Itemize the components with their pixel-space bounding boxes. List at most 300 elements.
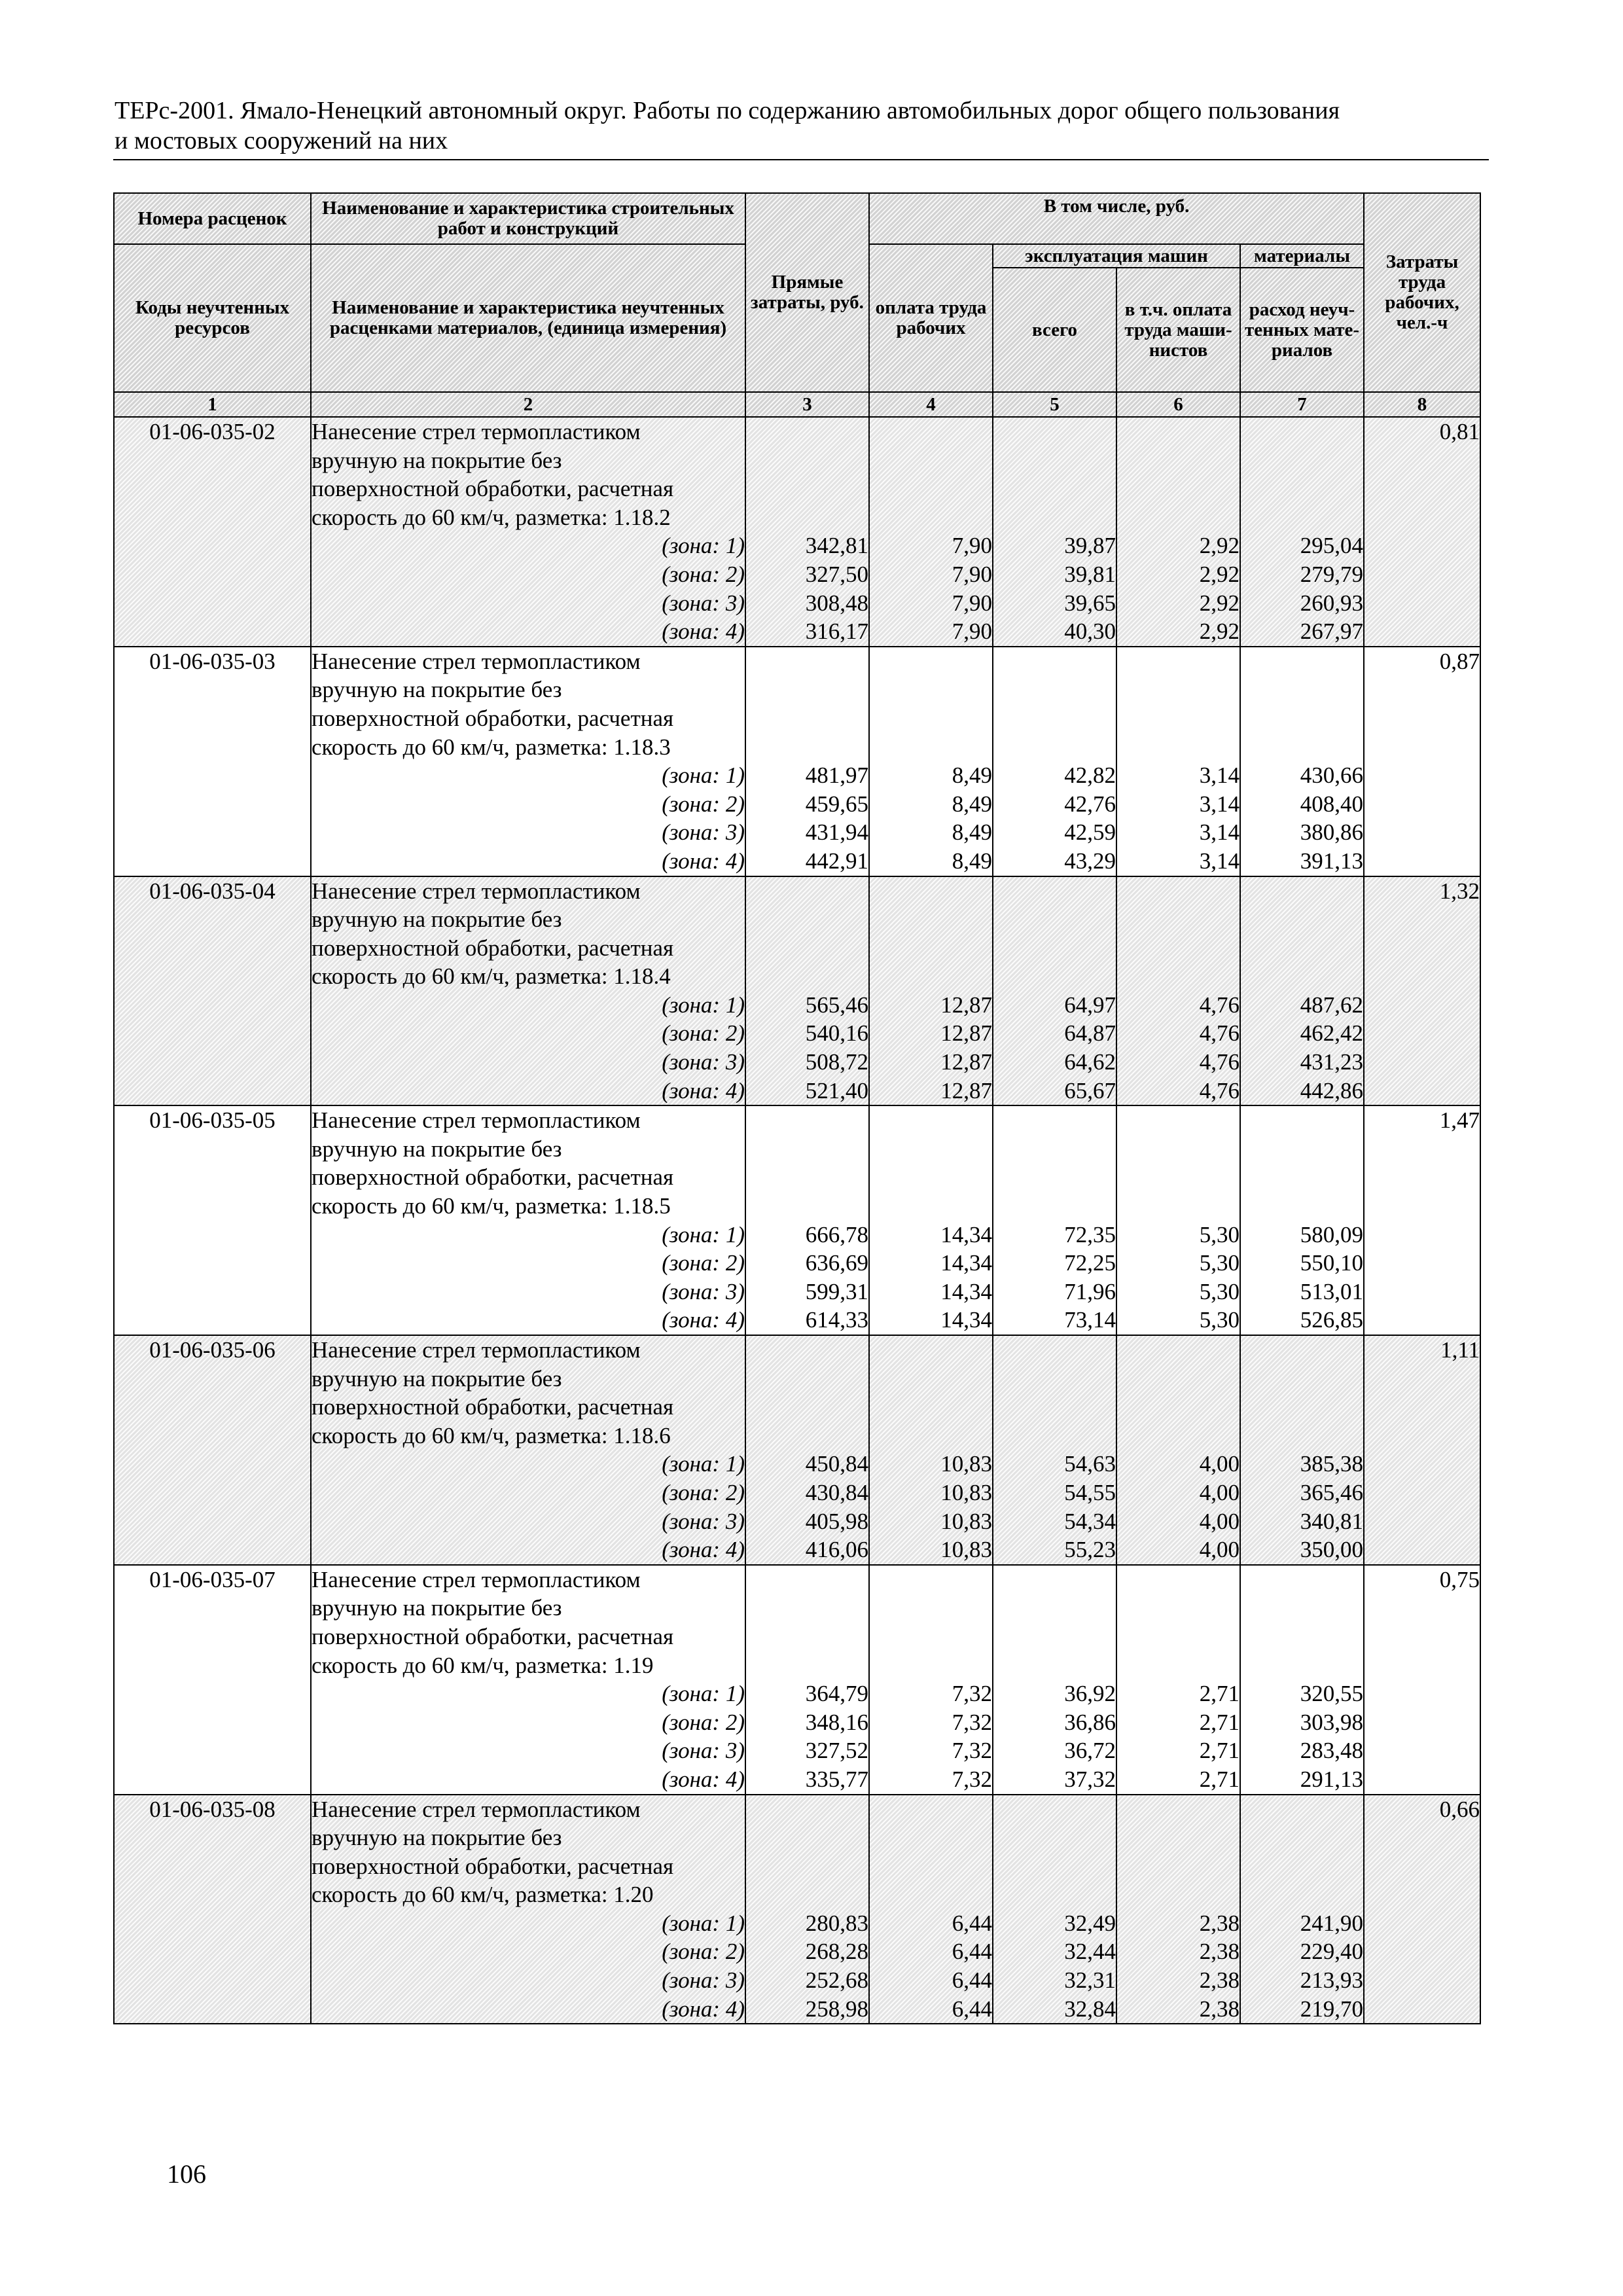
description-line: поверхностной обработки, расчетная [312, 935, 674, 961]
description-line: Нанесение стрел термопластиком [312, 1566, 641, 1592]
labor-pay-value-cell [869, 1565, 993, 1795]
work-description-cell [311, 417, 745, 647]
spacer-line [1241, 1135, 1363, 1164]
spacer-line [1241, 1795, 1363, 1824]
labor-pay-value-cell [869, 1105, 993, 1335]
header-direct-costs: Прямые затраты, руб. [745, 193, 869, 392]
spacer-line [1241, 1336, 1363, 1365]
labor-pay-value: 12,87 [940, 1077, 992, 1103]
spacer-line [870, 1880, 992, 1909]
labor-hours-cell [1364, 417, 1480, 647]
spacer-line [1117, 1365, 1240, 1393]
spacer-line [1241, 934, 1363, 963]
spacer-line [993, 1566, 1116, 1594]
material-cost-value: 550,10 [1300, 1250, 1364, 1276]
spacer-line [870, 905, 992, 934]
machine-cost-value: 32,49 [1064, 1910, 1116, 1936]
zone-label: (зона: 1) [662, 533, 745, 559]
zone-label: (зона: 4) [662, 1307, 745, 1333]
spacer-line [1117, 1393, 1240, 1422]
spacer-line [993, 1795, 1116, 1824]
spacer-line [993, 1823, 1116, 1852]
spacer-line [746, 1135, 868, 1164]
description-line: вручную на покрытие без [312, 677, 562, 703]
machinist-pay-value: 2,38 [1199, 1967, 1240, 1994]
direct-cost-value: 258,98 [805, 1996, 868, 2022]
spacer-line [870, 733, 992, 762]
machinist-pay-value: 2,92 [1199, 590, 1240, 616]
material-cost-value: 213,93 [1300, 1967, 1364, 1994]
table-body [114, 417, 1480, 2024]
spacer-line [746, 647, 868, 676]
spacer-line [870, 446, 992, 475]
spacer-line [870, 1365, 992, 1393]
machinist-pay-value: 4,00 [1199, 1451, 1240, 1477]
zone-label: (зона: 2) [662, 561, 745, 587]
zone-label: (зона: 3) [662, 819, 745, 846]
description-line: поверхностной обработки, расчетная [312, 1394, 674, 1420]
machine-cost-value: 73,14 [1064, 1307, 1116, 1333]
spacer-line [746, 1106, 868, 1135]
table-row [114, 1335, 1480, 1565]
spacer-line [746, 877, 868, 906]
machinist-pay-value-cell [1116, 647, 1240, 876]
header-material-name: Наименование и характеристика неучтенных расценками материалов, (единица измерения) [311, 244, 745, 392]
labor-pay-value-cell [869, 1335, 993, 1565]
spacer-line [870, 1594, 992, 1623]
machine-cost-value-cell [993, 1795, 1116, 2024]
spacer-line [1241, 1623, 1363, 1651]
direct-cost-value: 450,84 [805, 1451, 868, 1477]
spacer-line [1241, 962, 1363, 991]
material-cost-value: 385,38 [1300, 1451, 1364, 1477]
spacer-line [870, 704, 992, 733]
material-cost-value-cell [1240, 417, 1364, 647]
spacer-line [1117, 934, 1240, 963]
labor-hours-value: 0,66 [1439, 1796, 1480, 1822]
spacer-line [1117, 1135, 1240, 1164]
spacer-line [746, 1393, 868, 1422]
spacer-line [746, 1795, 868, 1824]
direct-cost-value: 268,28 [805, 1939, 868, 1965]
spacer-line [1117, 1795, 1240, 1824]
labor-hours-value: 1,47 [1439, 1107, 1480, 1134]
labor-pay-value: 7,90 [952, 561, 992, 587]
machinist-pay-value: 4,00 [1199, 1537, 1240, 1563]
machine-cost-value: 71,96 [1064, 1278, 1116, 1304]
spacer-line [1241, 475, 1363, 503]
description-line: скорость до 60 км/ч, разметка: 1.18.4 [312, 963, 671, 990]
spacer-line [746, 934, 868, 963]
rate-code-cell [114, 1565, 311, 1795]
zone-label: (зона: 3) [662, 1738, 745, 1764]
spacer-line [746, 1823, 868, 1852]
column-number: 7 [1240, 392, 1364, 417]
material-cost-value: 219,70 [1300, 1996, 1364, 2022]
direct-cost-value: 342,81 [805, 533, 868, 559]
direct-cost-value: 348,16 [805, 1709, 868, 1735]
spacer-line [870, 675, 992, 704]
column-number: 1 [114, 392, 311, 417]
direct-cost-value: 540,16 [805, 1020, 868, 1047]
rate-code-cell [114, 417, 311, 647]
material-cost-value: 260,93 [1300, 590, 1364, 616]
spacer-line [1241, 1422, 1363, 1450]
zone-label: (зона: 3) [662, 1049, 745, 1075]
labor-pay-value: 8,49 [952, 819, 992, 846]
spacer-line [1117, 1852, 1240, 1881]
machinist-pay-value: 3,14 [1199, 848, 1240, 874]
spacer-line [1241, 1365, 1363, 1393]
labor-pay-value: 12,87 [940, 992, 992, 1018]
spacer-line [746, 1566, 868, 1594]
description-line: поверхностной обработки, расчетная [312, 1164, 674, 1191]
zone-label: (зона: 3) [662, 590, 745, 616]
zone-label: (зона: 1) [662, 992, 745, 1018]
material-cost-value-cell [1240, 647, 1364, 876]
material-cost-value-cell [1240, 1335, 1364, 1565]
spacer-line [870, 1106, 992, 1135]
spacer-line [870, 1393, 992, 1422]
machinist-pay-value-cell [1116, 417, 1240, 647]
machine-cost-value: 39,65 [1064, 590, 1116, 616]
description-line: вручную на покрытие без [312, 1595, 562, 1621]
material-cost-value: 303,98 [1300, 1709, 1364, 1735]
machine-cost-value: 54,34 [1064, 1508, 1116, 1534]
zone-label: (зона: 2) [662, 1479, 745, 1505]
spacer-line [993, 503, 1116, 532]
spacer-line [993, 1852, 1116, 1881]
zone-label: (зона: 1) [662, 1910, 745, 1936]
machinist-pay-value: 4,76 [1199, 1077, 1240, 1103]
labor-hours-value: 0,75 [1439, 1566, 1480, 1592]
header-divider [113, 159, 1489, 160]
machinist-pay-value-cell [1116, 1795, 1240, 2024]
column-number: 3 [745, 392, 869, 417]
material-cost-value: 430,66 [1300, 762, 1364, 789]
labor-pay-value: 14,34 [940, 1221, 992, 1247]
labor-hours-value: 0,81 [1439, 419, 1480, 444]
header-machines-total: всего [993, 268, 1116, 392]
spacer-line [1117, 905, 1240, 934]
material-cost-value: 580,09 [1300, 1221, 1364, 1247]
spacer-line [746, 1852, 868, 1881]
description-line: поверхностной обработки, расчетная [312, 705, 674, 731]
page-number: 106 [167, 2159, 206, 2189]
spacer-line [993, 1163, 1116, 1192]
rate-code-cell [114, 1105, 311, 1335]
header-materials: материалы [1240, 244, 1364, 268]
spacer-line [870, 503, 992, 532]
zone-label: (зона: 4) [662, 1077, 745, 1103]
labor-pay-value: 6,44 [952, 1910, 992, 1936]
spacer-line [993, 905, 1116, 934]
spacer-line [1241, 446, 1363, 475]
description-line: скорость до 60 км/ч, разметка: 1.20 [312, 1882, 654, 1908]
labor-hours-cell [1364, 1565, 1480, 1795]
rate-code: 01-06-035-08 [149, 1796, 276, 1822]
machinist-pay-value: 2,71 [1199, 1766, 1240, 1792]
material-cost-value-cell [1240, 1105, 1364, 1335]
spacer-line [746, 1365, 868, 1393]
table-row [114, 1105, 1480, 1335]
spacer-line [1117, 1422, 1240, 1450]
rate-code: 01-06-035-04 [149, 878, 276, 904]
header-including: В том числе, руб. [869, 193, 1364, 244]
machine-cost-value: 43,29 [1064, 848, 1116, 874]
spacer-line [1117, 647, 1240, 676]
rate-code: 01-06-035-05 [149, 1107, 276, 1134]
description-line: Нанесение стрел термопластиком [312, 1107, 641, 1134]
material-cost-value-cell [1240, 876, 1364, 1106]
description-line: вручную на покрытие без [312, 1136, 562, 1162]
spacer-line [870, 1422, 992, 1450]
labor-hours-value: 1,32 [1439, 878, 1480, 904]
material-cost-value: 408,40 [1300, 791, 1364, 817]
direct-cost-value: 508,72 [805, 1049, 868, 1075]
direct-cost-value: 614,33 [805, 1307, 868, 1333]
machine-cost-value-cell [993, 1105, 1116, 1335]
work-description-cell [311, 876, 745, 1106]
zone-label: (зона: 4) [662, 1766, 745, 1792]
header-labor-costs: Затраты труда рабочих, чел.-ч [1364, 193, 1480, 392]
direct-cost-value-cell [745, 417, 869, 647]
material-cost-value: 513,01 [1300, 1278, 1364, 1304]
spacer-line [1117, 877, 1240, 906]
spacer-line [746, 675, 868, 704]
rate-code-cell [114, 876, 311, 1106]
machine-cost-value-cell [993, 876, 1116, 1106]
spacer-line [1117, 1106, 1240, 1135]
machinist-pay-value: 2,92 [1199, 533, 1240, 559]
labor-pay-value: 8,49 [952, 762, 992, 789]
description-line: Нанесение стрел термопластиком [312, 1337, 641, 1363]
spacer-line [1241, 1163, 1363, 1192]
spacer-line [1241, 1106, 1363, 1135]
work-description-cell [311, 1565, 745, 1795]
spacer-line [746, 1651, 868, 1680]
spacer-line [1117, 1594, 1240, 1623]
spacer-line [746, 446, 868, 475]
header-rate-numbers: Номера расценок [114, 193, 311, 244]
zone-label: (зона: 1) [662, 762, 745, 789]
spacer-line [993, 475, 1116, 503]
direct-cost-value: 416,06 [805, 1537, 868, 1563]
spacer-line [1117, 1192, 1240, 1221]
labor-pay-value: 8,49 [952, 791, 992, 817]
header-materials-sub: расход неуч-тенных мате-риалов [1240, 268, 1364, 392]
zone-label: (зона: 3) [662, 1508, 745, 1534]
description-line: Нанесение стрел термопластиком [312, 648, 641, 674]
spacer-line [1117, 733, 1240, 762]
machine-cost-value: 36,92 [1064, 1681, 1116, 1707]
table-row [114, 647, 1480, 876]
spacer-line [993, 1135, 1116, 1164]
labor-hours-cell [1364, 1335, 1480, 1565]
spacer-line [1241, 1594, 1363, 1623]
spacer-line [870, 1852, 992, 1881]
spacer-line [746, 1623, 868, 1651]
header-resource-codes: Коды неучтенных ресурсов [114, 244, 311, 392]
direct-cost-value-cell [745, 1565, 869, 1795]
table-row [114, 1565, 1480, 1795]
spacer-line [1241, 1823, 1363, 1852]
labor-pay-value: 7,32 [952, 1681, 992, 1707]
labor-pay-value: 7,90 [952, 590, 992, 616]
spacer-line [993, 1192, 1116, 1221]
spacer-line [1241, 733, 1363, 762]
machine-cost-value: 54,63 [1064, 1451, 1116, 1477]
zone-label: (зона: 4) [662, 619, 745, 645]
machine-cost-value: 39,81 [1064, 561, 1116, 587]
spacer-line [1117, 1566, 1240, 1594]
machinist-pay-value: 2,38 [1199, 1939, 1240, 1965]
labor-pay-value: 14,34 [940, 1307, 992, 1333]
spacer-line [1117, 1651, 1240, 1680]
spacer-line [993, 1594, 1116, 1623]
zone-label: (зона: 1) [662, 1451, 745, 1477]
spacer-line [870, 1336, 992, 1365]
labor-pay-value: 6,44 [952, 1996, 992, 2022]
spacer-line [1241, 704, 1363, 733]
direct-cost-value: 316,17 [805, 619, 868, 645]
spacer-line [993, 418, 1116, 446]
spacer-line [1241, 1880, 1363, 1909]
material-cost-value: 283,48 [1300, 1738, 1364, 1764]
spacer-line [1117, 1623, 1240, 1651]
labor-pay-value: 7,32 [952, 1709, 992, 1735]
spacer-line [746, 418, 868, 446]
machinist-pay-value: 3,14 [1199, 762, 1240, 789]
rate-code-cell [114, 1795, 311, 2024]
rate-code-cell [114, 1335, 311, 1565]
spacer-line [746, 704, 868, 733]
machine-cost-value: 42,76 [1064, 791, 1116, 817]
labor-hours-cell [1364, 1795, 1480, 2024]
rate-code: 01-06-035-03 [149, 648, 276, 674]
machine-cost-value: 72,25 [1064, 1250, 1116, 1276]
labor-hours-value: 1,11 [1440, 1337, 1480, 1363]
machine-cost-value: 32,44 [1064, 1939, 1116, 1965]
description-line: вручную на покрытие без [312, 906, 562, 933]
labor-pay-value: 7,32 [952, 1766, 992, 1792]
direct-cost-value: 599,31 [805, 1278, 868, 1304]
direct-cost-value: 364,79 [805, 1681, 868, 1707]
direct-cost-value: 431,94 [805, 819, 868, 846]
material-cost-value: 380,86 [1300, 819, 1364, 846]
spacer-line [1241, 675, 1363, 704]
machine-cost-value: 32,31 [1064, 1967, 1116, 1994]
machinist-pay-value: 2,38 [1199, 1910, 1240, 1936]
description-line: вручную на покрытие без [312, 1825, 562, 1851]
material-cost-value: 340,81 [1300, 1508, 1364, 1534]
spacer-line [993, 1106, 1116, 1135]
description-line: скорость до 60 км/ч, разметка: 1.18.2 [312, 504, 671, 530]
labor-pay-value-cell [869, 1795, 993, 2024]
spacer-line [993, 704, 1116, 733]
description-line: вручную на покрытие без [312, 1365, 562, 1391]
spacer-line [746, 503, 868, 532]
spacer-line [746, 733, 868, 762]
spacer-line [1241, 1192, 1363, 1221]
spacer-line [993, 675, 1116, 704]
labor-pay-value-cell [869, 417, 993, 647]
spacer-line [746, 1192, 868, 1221]
labor-hours-value: 0,87 [1439, 648, 1480, 674]
spacer-line [993, 1393, 1116, 1422]
spacer-line [870, 1823, 992, 1852]
machinist-pay-value: 2,71 [1199, 1738, 1240, 1764]
zone-label: (зона: 4) [662, 1537, 745, 1563]
spacer-line [746, 1594, 868, 1623]
labor-pay-value: 14,34 [940, 1278, 992, 1304]
machinist-pay-value: 5,30 [1199, 1221, 1240, 1247]
direct-cost-value-cell [745, 1335, 869, 1565]
labor-pay-value: 7,90 [952, 533, 992, 559]
work-description-cell [311, 1105, 745, 1335]
spacer-line [870, 1192, 992, 1221]
direct-cost-value: 459,65 [805, 791, 868, 817]
spacer-line [1117, 418, 1240, 446]
spacer-line [870, 647, 992, 676]
labor-pay-value-cell [869, 647, 993, 876]
header-work-name: Наименование и характеристика строительных работ и конструкций [311, 193, 745, 244]
labor-pay-value: 7,90 [952, 619, 992, 645]
rate-code: 01-06-035-07 [149, 1566, 276, 1592]
machine-cost-value: 64,87 [1064, 1020, 1116, 1047]
material-cost-value: 442,86 [1300, 1077, 1364, 1103]
machinist-pay-value-cell [1116, 1105, 1240, 1335]
table-row [114, 417, 1480, 647]
description-line: поверхностной обработки, расчетная [312, 476, 674, 502]
machine-cost-value-cell [993, 1335, 1116, 1565]
spacer-line [870, 962, 992, 991]
zone-label: (зона: 4) [662, 848, 745, 874]
spacer-line [1117, 962, 1240, 991]
material-cost-value: 291,13 [1300, 1766, 1364, 1792]
machinist-pay-value: 5,30 [1199, 1307, 1240, 1333]
direct-cost-value: 280,83 [805, 1910, 868, 1936]
description-line: скорость до 60 км/ч, разметка: 1.18.3 [312, 734, 671, 760]
machine-cost-value-cell [993, 417, 1116, 647]
spacer-line [1117, 446, 1240, 475]
direct-cost-value: 666,78 [805, 1221, 868, 1247]
spacer-line [1241, 647, 1363, 676]
machinist-pay-value: 2,71 [1199, 1681, 1240, 1707]
spacer-line [746, 962, 868, 991]
spacer-line [1241, 503, 1363, 532]
column-number: 2 [311, 392, 745, 417]
labor-hours-cell [1364, 1105, 1480, 1335]
header-line-1: ТЕРс-2001. Ямало-Ненецкий автономный округ. Работы по содержанию автомобильных дорог общего пользования [115, 97, 1340, 124]
material-cost-value: 391,13 [1300, 848, 1364, 874]
machinist-pay-value: 3,14 [1199, 791, 1240, 817]
machinist-pay-value-cell [1116, 1565, 1240, 1795]
material-cost-value: 279,79 [1300, 561, 1364, 587]
machinist-pay-value: 4,00 [1199, 1508, 1240, 1534]
zone-label: (зона: 2) [662, 1939, 745, 1965]
column-number: 5 [993, 392, 1116, 417]
machinist-pay-value: 4,76 [1199, 1049, 1240, 1075]
spacer-line [1241, 1651, 1363, 1680]
header-line-2: и мостовых сооружений на них [115, 127, 448, 154]
spacer-line [1241, 1852, 1363, 1881]
zone-label: (зона: 2) [662, 1020, 745, 1047]
zone-label: (зона: 4) [662, 1996, 745, 2022]
material-cost-value: 431,23 [1300, 1049, 1364, 1075]
labor-pay-value: 7,32 [952, 1738, 992, 1764]
spacer-line [1117, 1163, 1240, 1192]
